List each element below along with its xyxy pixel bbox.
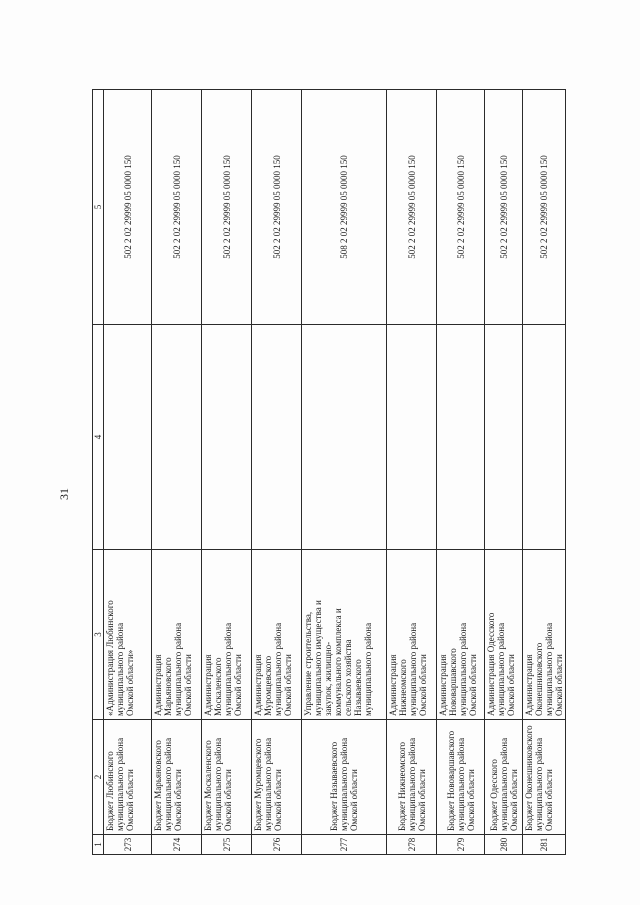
budget-table bbox=[92, 89, 566, 855]
admin-text: Администрация Нововаршавского муниципального района Омской области bbox=[438, 622, 478, 716]
col4-cell bbox=[302, 325, 387, 550]
code-cell: 502 2 02 29999 05 0000 150 bbox=[437, 90, 485, 325]
budget-cell bbox=[485, 720, 523, 835]
admin-text: Администрация Оконешниковского муниципального района Омской области bbox=[524, 622, 564, 716]
admin-cell bbox=[302, 550, 387, 720]
code-cell: 508 2 02 29999 05 0000 150 bbox=[302, 90, 387, 325]
header-col-2: 2 bbox=[93, 720, 104, 835]
admin-cell bbox=[252, 550, 302, 720]
col4-cell bbox=[104, 325, 152, 550]
header-col-4: 4 bbox=[93, 325, 104, 550]
col4-cell bbox=[523, 325, 566, 550]
code-cell: 502 2 02 29999 05 0000 150 bbox=[387, 90, 437, 325]
table-row bbox=[437, 90, 485, 855]
budget-text: Бюджет Любинского муниципального района Омской области bbox=[105, 737, 135, 831]
row-number: 280 bbox=[485, 835, 523, 855]
table-row bbox=[485, 90, 523, 855]
header-col-3: 3 bbox=[93, 550, 104, 720]
table-row bbox=[387, 90, 437, 855]
row-number: 279 bbox=[437, 835, 485, 855]
admin-text: Администрация Одесского муниципального района Омской области bbox=[486, 612, 516, 716]
admin-text: Администрация Марьяновского муниципального района Омской области bbox=[153, 622, 193, 716]
admin-text: «Администрация Любинского муниципального района Омской области» bbox=[105, 600, 135, 716]
header-col-5: 5 bbox=[93, 90, 104, 325]
col4-cell bbox=[202, 325, 252, 550]
code-cell: 502 2 02 29999 05 0000 150 bbox=[152, 90, 202, 325]
admin-text: Администрация Муромцевского муниципального района Омской области bbox=[253, 622, 293, 716]
table-row bbox=[252, 90, 302, 855]
budget-text: Бюджет Марьяновского муниципального района Омской области bbox=[153, 737, 183, 831]
table-row bbox=[523, 90, 566, 855]
budget-text: Бюджет Одесского муниципального района Омской области bbox=[488, 737, 519, 831]
admin-cell bbox=[152, 550, 202, 720]
code-cell: 502 2 02 29999 05 0000 150 bbox=[202, 90, 252, 325]
budget-cell bbox=[104, 720, 152, 835]
header-col-1: 1 bbox=[93, 835, 104, 855]
row-number: 281 bbox=[523, 835, 566, 855]
budget-cell bbox=[302, 720, 387, 835]
admin-text: Администрация Нижнеомского муниципального района Омской области bbox=[388, 622, 428, 716]
admin-cell bbox=[202, 550, 252, 720]
col4-cell bbox=[387, 325, 437, 550]
row-number: 273 bbox=[104, 835, 152, 855]
code-cell: 502 2 02 29999 05 0000 150 bbox=[104, 90, 152, 325]
code-cell: 502 2 02 29999 05 0000 150 bbox=[523, 90, 566, 325]
admin-cell bbox=[485, 550, 523, 720]
rotated-table-block bbox=[57, 90, 564, 855]
row-number: 275 bbox=[202, 835, 252, 855]
budget-cell bbox=[387, 720, 437, 835]
table-row bbox=[152, 90, 202, 855]
row-number: 278 bbox=[387, 835, 437, 855]
budget-text: Бюджет Москаленского муниципального района Омской области bbox=[203, 737, 233, 831]
code-cell: 502 2 02 29999 05 0000 150 bbox=[485, 90, 523, 325]
admin-text: Управление строительства, муниципального имущества и закупок, жилищно- коммунального комплекса и сельского хозяйства Называевского муниципального района bbox=[303, 600, 373, 716]
budget-text: Бюджет Нововаршавского муниципального района Омской области bbox=[445, 730, 476, 831]
budget-text: Бюджет Оконешниковского муниципального района Омской области bbox=[524, 725, 554, 831]
row-number: 276 bbox=[252, 835, 302, 855]
admin-cell bbox=[387, 550, 437, 720]
admin-text: Администрация Москаленского муниципального района Омской области bbox=[203, 622, 243, 716]
budget-cell bbox=[252, 720, 302, 835]
code-cell: 502 2 02 29999 05 0000 150 bbox=[252, 90, 302, 325]
budget-text: Бюджет Нижнеомского муниципального района Омской области bbox=[396, 737, 427, 831]
col4-cell bbox=[437, 325, 485, 550]
admin-cell bbox=[104, 550, 152, 720]
page-number: 31 bbox=[57, 488, 71, 500]
budget-text: Бюджет Называевского муниципального района Омской области bbox=[329, 737, 359, 831]
budget-cell bbox=[437, 720, 485, 835]
table-row bbox=[104, 90, 152, 855]
row-number: 274 bbox=[152, 835, 202, 855]
header-row bbox=[93, 90, 104, 855]
col4-cell bbox=[152, 325, 202, 550]
col4-cell bbox=[485, 325, 523, 550]
budget-cell bbox=[202, 720, 252, 835]
row-number: 277 bbox=[302, 835, 387, 855]
budget-cell bbox=[523, 720, 566, 835]
col4-cell bbox=[252, 325, 302, 550]
admin-cell bbox=[437, 550, 485, 720]
budget-cell bbox=[152, 720, 202, 835]
table-row bbox=[302, 90, 387, 855]
table-row bbox=[202, 90, 252, 855]
admin-cell bbox=[523, 550, 566, 720]
budget-text: Бюджет Муромцевского муниципального района Омской области bbox=[253, 737, 283, 831]
